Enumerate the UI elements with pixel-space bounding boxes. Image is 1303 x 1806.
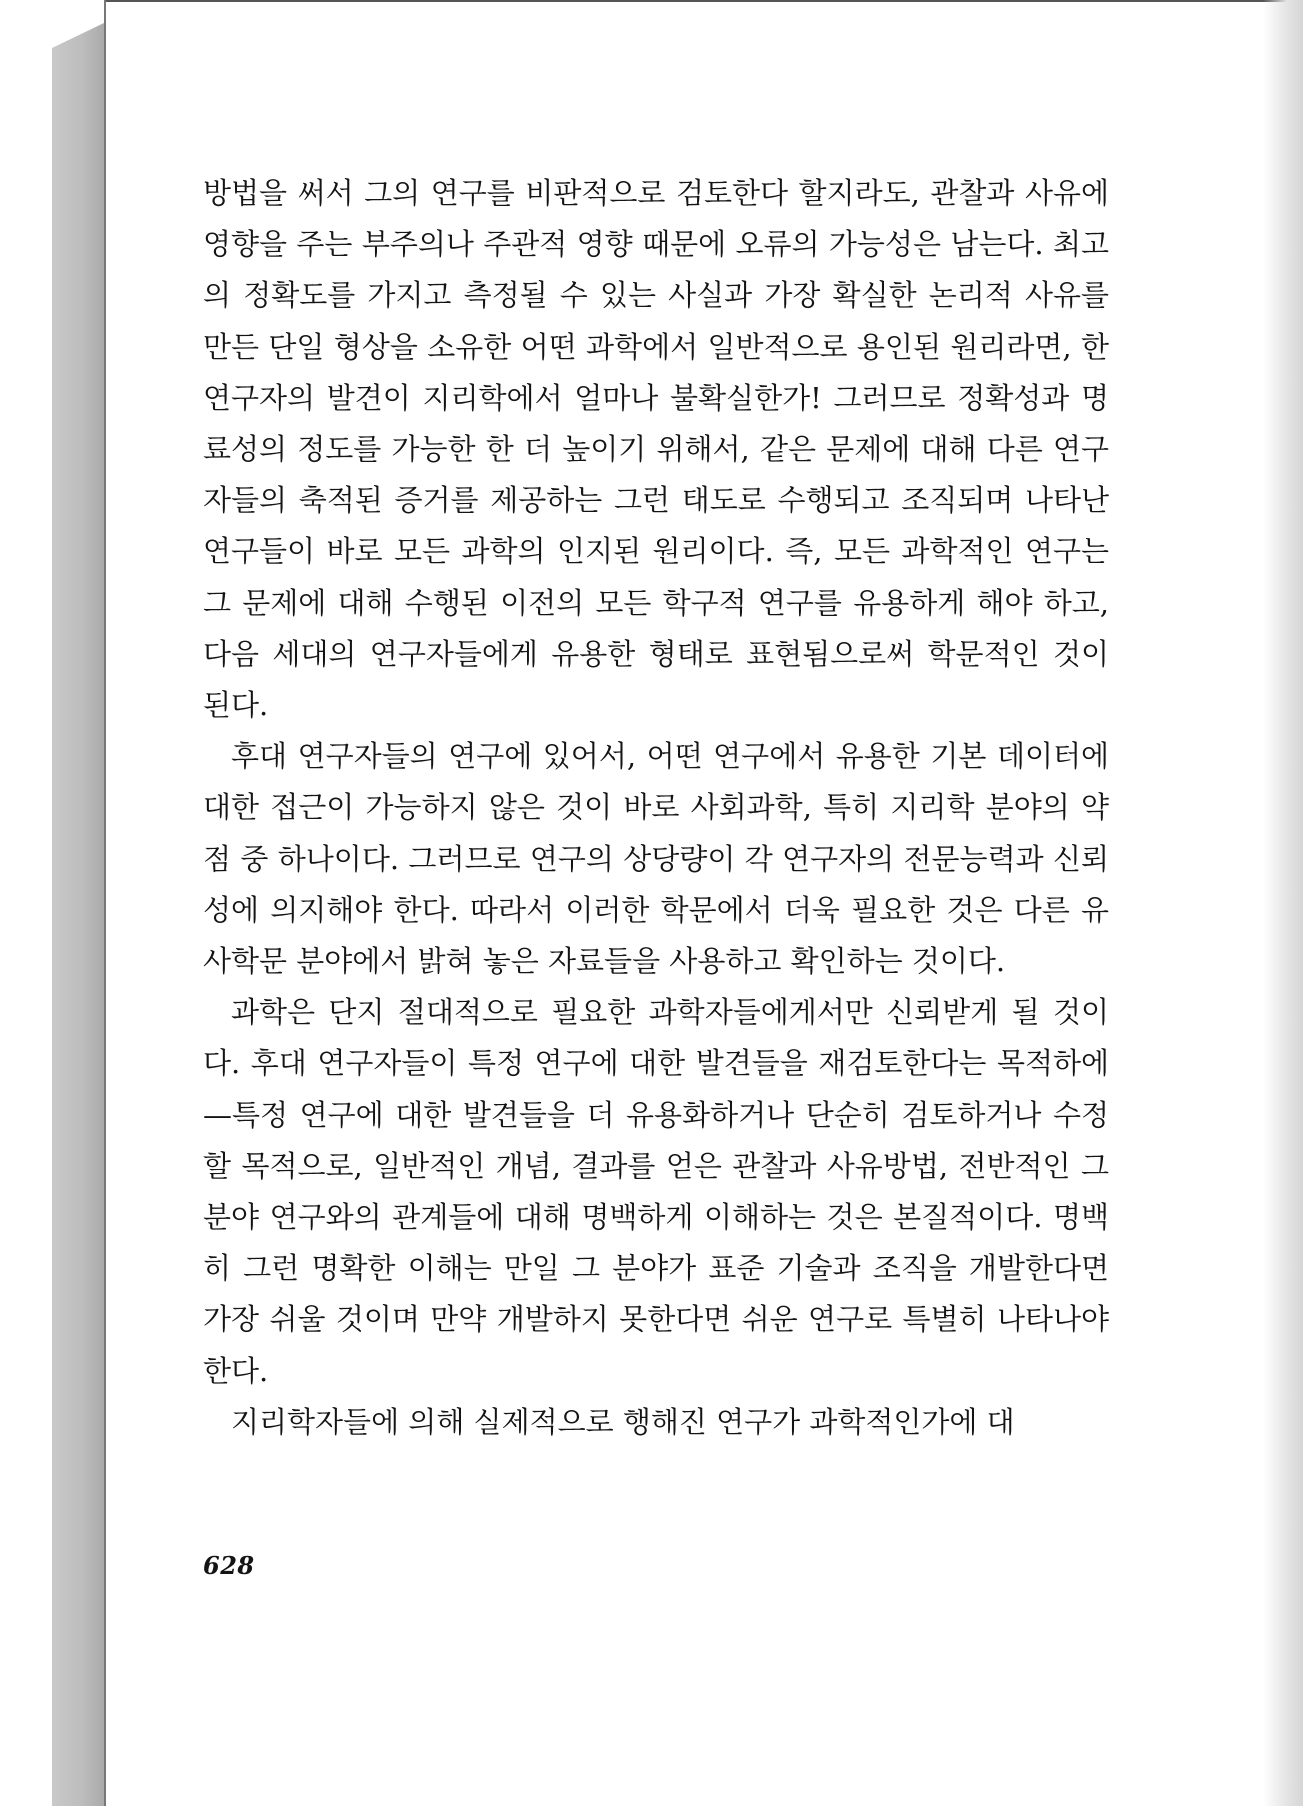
body-text (203, 168, 1109, 1448)
paragraph-2: 후대 연구자들의 연구에 있어서, 어떤 연구에서 유용한 기본 데이터에 대한 접근이 가능하지 않은 것이 바로 사회과학, 특히 지리학 분야의 약점 중 하나이다. 그러므로 연구의 상당량이 각 연구자의 전문능력과 신뢰성에 의지해야 한다. 따라서 이러한 학문에서 더욱 필요한 것은 다른 유사학문 분야에서 밝혀 놓은 자료들을 사용하고 확인하는 것이다. (203, 739, 1109, 979)
page-right-shadow (1263, 0, 1303, 1806)
book-spine (52, 22, 106, 1806)
paragraph-4: 지리학자들에 의해 실제적으로 행해진 연구가 과학적인가에 대 (231, 1404, 1015, 1439)
paragraph-1: 방법을 써서 그의 연구를 비판적으로 검토한다 할지라도, 관찰과 사유에 영향을 주는 부주의나 주관적 영향 때문에 오류의 가능성은 남는다. 최고의 정확도를 가지고 측정될 수 있는 사실과 가장 확실한 논리적 사유를 만든 단일 형상을 소유한 어떤 과학에서 일반적으로 용인된 원리라면, 한 연구자의 발견이 지리학에서 얼마나 불확실한가! 그러므로 정확성과 명료성의 정도를 가능한 한 더 높이기 위해서, 같은 문제에 대해 다른 연구자들의 축적된 증거를 제공하는 그런 태도로 수행되고 조직되며 나타난 연구들이 바로 모든 과학의 인지된 원리이다. 즉, 모든 과학적인 연구는 그 문제에 대해 수행된 이전의 모든 학구적 연구를 유용하게 해야 하고, 다음 세대의 연구자들에게 유용한 형태로 표현됨으로써 학문적인 것이 된다. (203, 176, 1109, 723)
paragraph-3: 과학은 단지 절대적으로 필요한 과학자들에게서만 신뢰받게 될 것이다. 후대 연구자들이 특정 연구에 대한 발견들을 재검토한다는 목적하에—특정 연구에 대한 발견들을 더 유용화하거나 단순히 검토하거나 수정할 목적으로, 일반적인 개념, 결과를 얻은 관찰과 사유방법, 전반적인 그 분야 연구와의 관계들에 대해 명백하게 이해하는 것은 본질적이다. 명백히 그런 명확한 이해는 만일 그 분야가 표준 기술과 조직을 개발한다면 가장 쉬울 것이며 만약 개발하지 못한다면 쉬운 연구로 특별히 나타나야 한다. (203, 995, 1109, 1388)
page-number: 628 (203, 1551, 255, 1580)
